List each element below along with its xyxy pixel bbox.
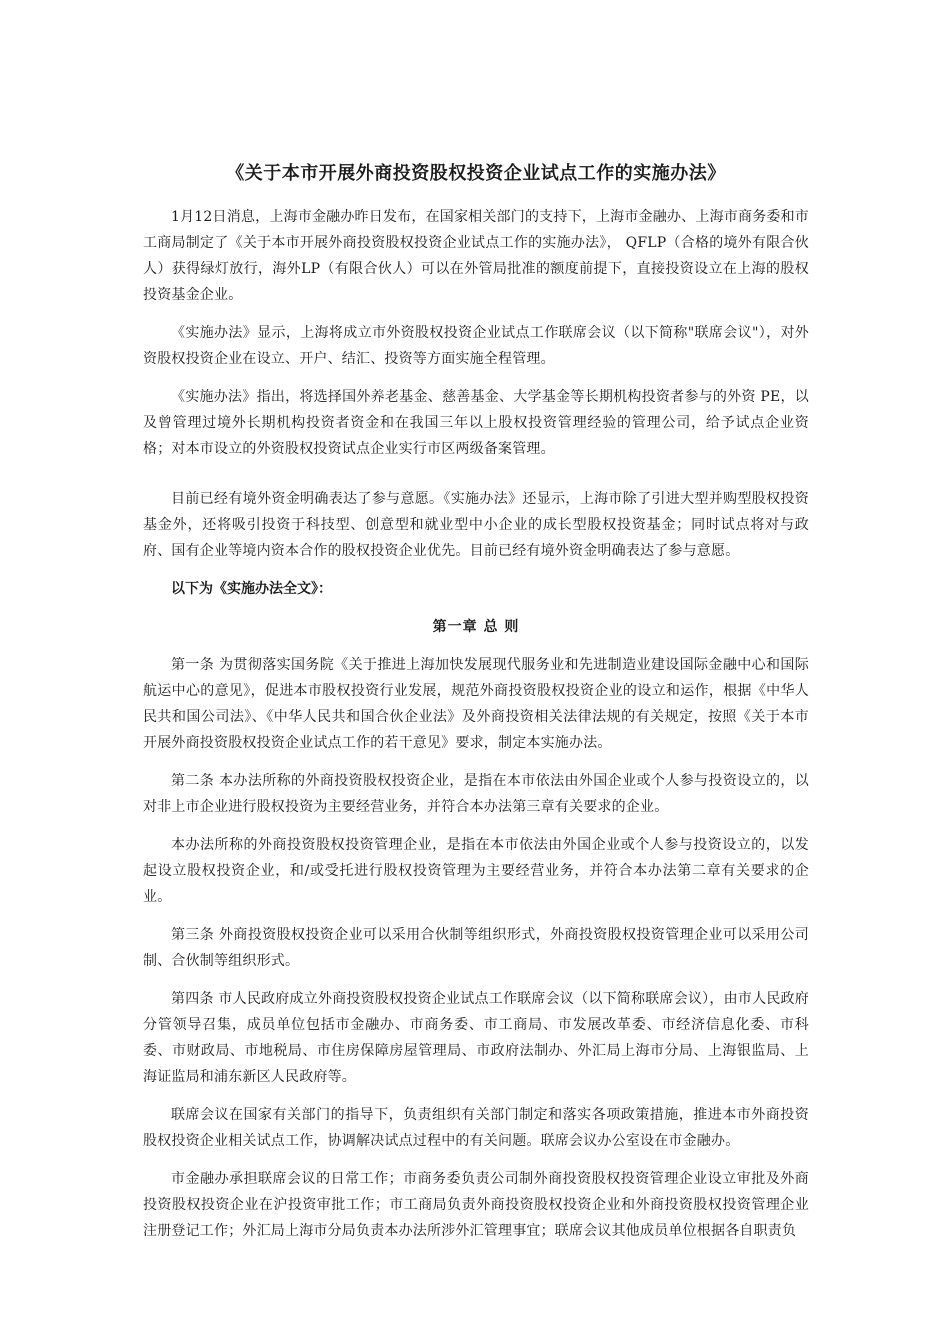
intro-paragraph-2: 《实施办法》显示，上海将成立市外资股权投资企业试点工作联席会议（以下简称"联席会议"），对外资股权投资企业在设立、开户、结汇、投资等方面实施全程管理。 — [143, 325, 809, 367]
article-1: 第一条 为贯彻落实国务院《关于推进上海加快发展现代服务业和先进制造业建设国际金融中心和国际航运中心的意见》，促进本市股权投资行业发展，规范外商投资股权投资企业的设立和运作，根据《中华人民共和国公司法》、《中华人民共和国合伙企业法》及外商投资相关法律法规的有关规定，按照《关于本市开展外商投资股权投资企业试点工作的若干意见》要求，制定本实施办法。 — [143, 657, 809, 751]
document-page — [143, 160, 809, 1256]
article-2: 第二条 本办法所称的外商投资股权投资企业，是指在本市依法由外国企业或个人参与投资设立的，以对非上市企业进行股权投资为主要经营业务，并符合本办法第三章有关要求的企业。 — [143, 773, 809, 815]
chapter-title: 第一章 总 则 — [432, 619, 520, 635]
intro-paragraph-1: 1月12日消息，上海市金融办昨日发布，在国家相关部门的支持下，上海市金融办、上海市商务委和市工商局制定了《关于本市开展外商投资股权投资企业试点工作的实施办法》， QFLP（合格的境外有限合伙人）获得绿灯放行，海外LP（有限合伙人）可以在外管局批准的额度前提下，直接投资设立在上海的股权投资基金企业。 — [143, 209, 809, 303]
article-3: 第三条 外商投资股权投资企业可以采用合伙制等组织形式，外商投资股权投资管理企业可以采用公司制、合伙制等组织形式。 — [143, 927, 809, 969]
full-text-lead: 以下为《实施办法全文》： — [171, 581, 332, 597]
document-title: 《关于本市开展外商投资股权投资企业试点工作的实施办法》 — [226, 163, 726, 184]
article-2-paragraph-2: 本办法所称的外商投资股权投资管理企业，是指在本市依法由外国企业或个人参与投资设立的，以发起设立股权投资企业，和/或受托进行股权投资管理为主要经营业务，并符合本办法第二章有关要求的企业。 — [143, 837, 809, 905]
article-4: 第四条 市人民政府成立外商投资股权投资企业试点工作联席会议（以下简称联席会议），由市人民政府分管领导召集，成员单位包括市金融办、市商务委、市工商局、市发展改革委、市经济信息化委、市科委、市财政局、市地税局、市住房保障房屋管理局、市政府法制办、外汇局上海市分局、上海银监局、上海证监局和浦东新区人民政府等。 — [143, 991, 809, 1085]
intro-paragraph-3: 《实施办法》指出，将选择国外养老基金、慈善基金、大学基金等长期机构投资者参与的外资 PE，以及曾管理过境外长期机构投资者资金和在我国三年以上股权投资管理经验的管理公司，给予试点企业资格；对本市设立的外资股权投资试点企业实行市区两级备案管理。 — [143, 389, 809, 457]
article-4-paragraph-3: 市金融办承担联席会议的日常工作；市商务委负责公司制外商投资股权投资管理企业设立审批及外商投资股权投资企业在沪投资审批工作；市工商局负责外商投资股权投资企业和外商投资股权投资管理企业注册登记工作；外汇局上海市分局负责本办法所涉外汇管理事宜；联席会议其他成员单位根据各自职责负 — [143, 1171, 809, 1239]
intro-paragraph-4: 目前已经有境外资金明确表达了参与意愿。《实施办法》还显示，上海市除了引进大型并购型股权投资基金外，还将吸引投资于科技型、创意型和就业型中小企业的成长型股权投资基金；同时试点将对与政府、国有企业等境内资本合作的股权投资企业优先。目前已经有境外资金明确表达了参与意愿。 — [143, 491, 809, 559]
article-4-paragraph-2: 联席会议在国家有关部门的指导下，负责组织有关部门制定和落实各项政策措施，推进本市外商投资股权投资企业相关试点工作，协调解决试点过程中的有关问题。联席会议办公室设在市金融办。 — [143, 1107, 809, 1149]
